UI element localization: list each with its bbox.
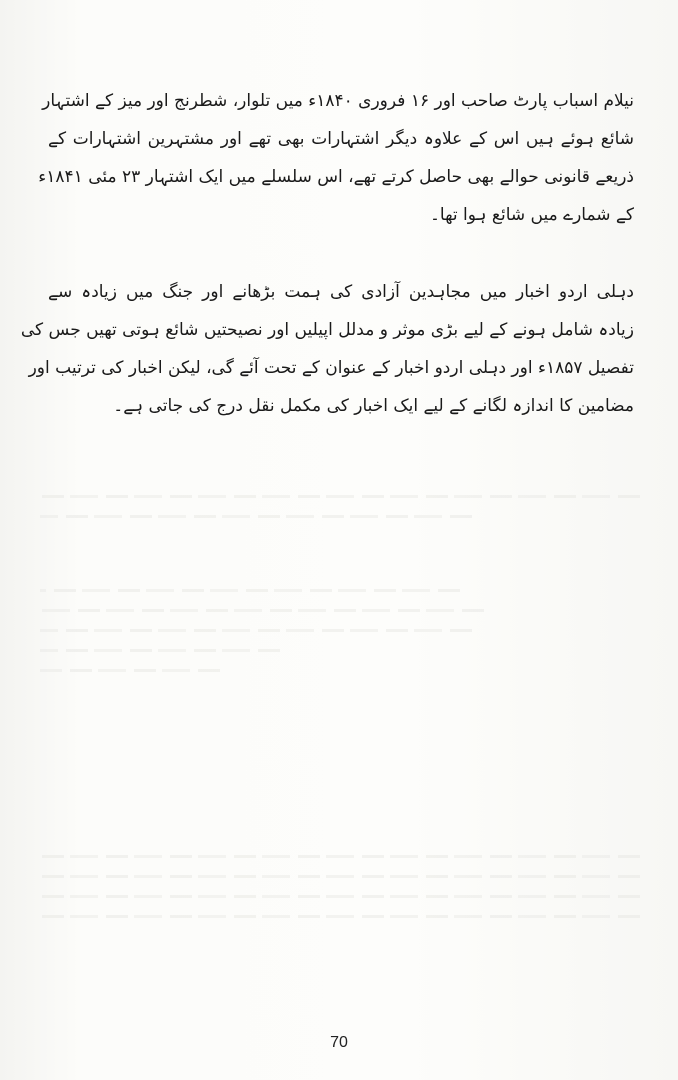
show-through-line xyxy=(40,515,472,518)
show-through-line xyxy=(40,589,460,592)
show-through-line xyxy=(40,669,220,672)
paragraph-line: ذریعے قانونی حوالے بھی حاصل کرتے تھے، اس سلسلے میں ایک اشتہار ۲۳ مئی ۱۸۴۱ء xyxy=(38,167,634,187)
paragraph-line: شائع ہوئے ہیں اس کے علاوہ دیگر اشتہارات بھی تھے اور مشتہرین اشتہارات کے xyxy=(48,129,634,149)
show-through-block xyxy=(40,838,640,935)
show-through-line xyxy=(40,855,640,858)
show-through-line xyxy=(40,915,640,918)
show-through-line xyxy=(40,629,472,632)
paragraph-1 xyxy=(38,82,634,234)
show-through-line xyxy=(40,649,280,652)
show-through-line xyxy=(40,895,640,898)
show-through-line xyxy=(40,875,640,878)
paragraph-line: دہلی اردو اخبار میں مجاہدین آزادی کی ہمت بڑھانے اور جنگ میں زیادہ سے xyxy=(48,282,634,302)
paragraph-line: مضامین کا اندازہ لگانے کے لیے ایک اخبار کی مکمل نقل درج کی جاتی ہے۔ xyxy=(113,396,634,416)
show-through-block xyxy=(40,478,640,535)
page-number: 70 xyxy=(330,1034,348,1051)
paragraph-line: نیلام اسباب پارٹ صاحب اور ۱۶ فروری ۱۸۴۰ء میں تلوار، شطرنج اور میز کے اشتہار xyxy=(42,91,634,111)
paragraph-line: کے شمارے میں شائع ہوا تھا۔ xyxy=(429,205,634,225)
paragraph-line: تفصیل ۱۸۵۷ء اور دہلی اردو اخبار کے عنوان کے تحت آئے گی، لیکن اخبار کی ترتیب اور xyxy=(28,358,634,378)
paragraph-2 xyxy=(20,273,634,425)
paragraph-line: زیادہ شامل ہونے کے لیے بڑی موثر و مدلل اپیلیں اور نصیحتیں شائع ہوتی تھیں جس کی xyxy=(20,320,634,340)
show-through-block xyxy=(40,572,640,689)
show-through-line xyxy=(40,495,640,498)
show-through-line xyxy=(40,609,484,612)
